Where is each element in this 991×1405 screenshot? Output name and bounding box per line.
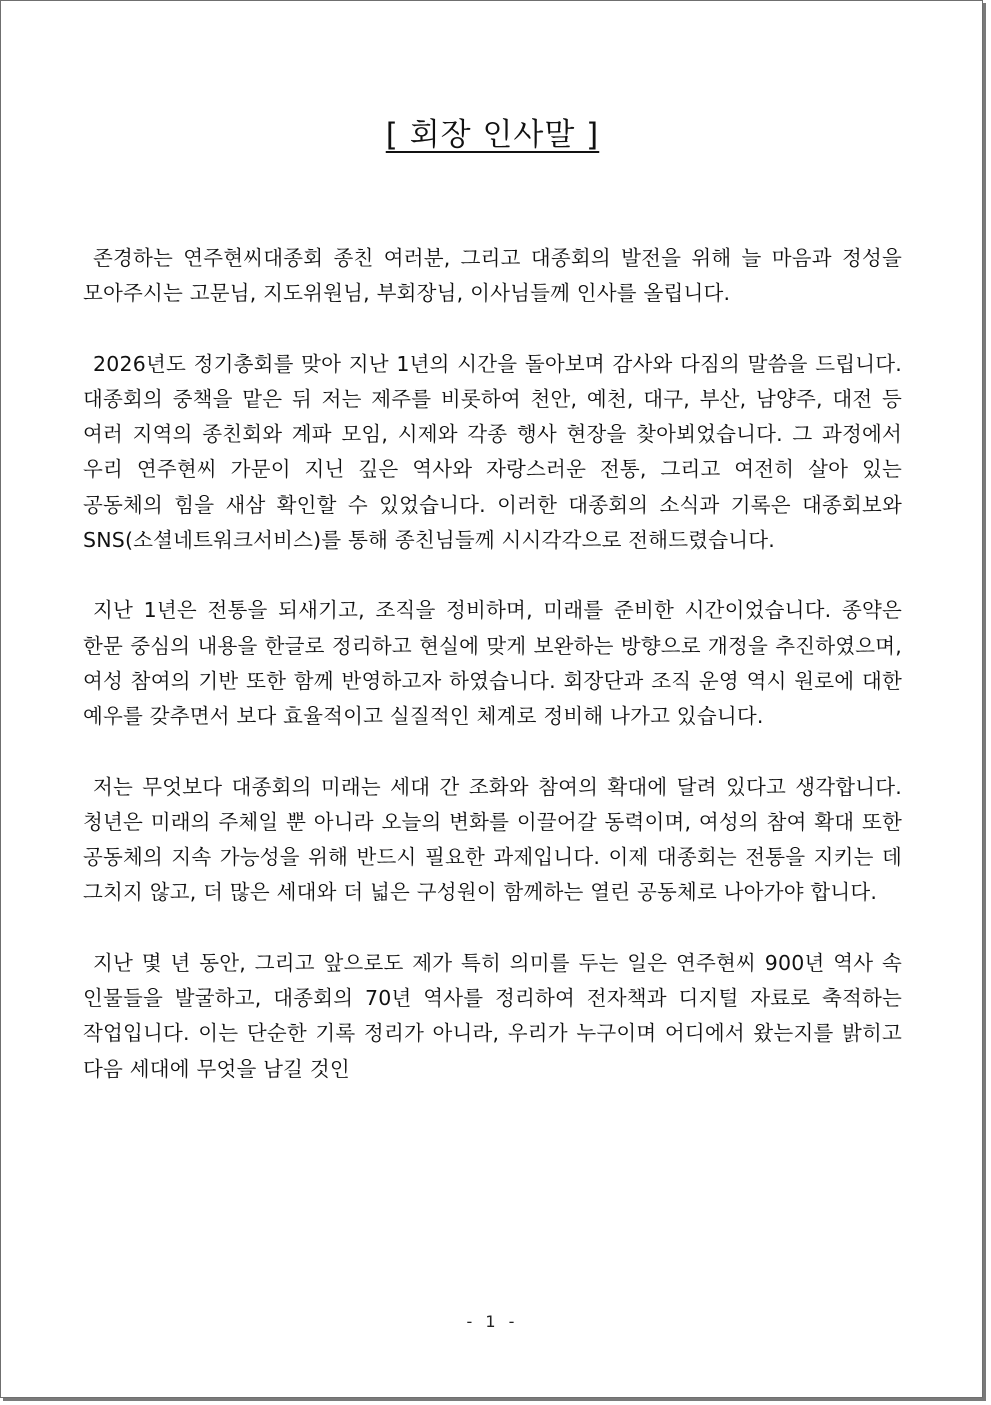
paragraph-future: 저는 무엇보다 대종회의 미래는 세대 간 조화와 참여의 확대에 달려 있다고 생각합니다. 청년은 미래의 주체일 뿐 아니라 오늘의 변화를 이끌어갈 동력이며, 여성의 참여 확대 또한 공동체의 지속 가능성을 위해 반드시 필요한 과제입니다. 이제 대종회는 전통을 지키는 데 그치지 않고, 더 많은 세대와 더 넓은 구성원이 함께하는 열린 공동체로 나아가야 합니다. [83, 774, 902, 905]
page-number: - 1 - [466, 1312, 519, 1331]
document-title-text: [ 회장 인사말 ] [385, 117, 600, 153]
paragraph-annual-review: 2026년도 정기총회를 맞아 지난 1년의 시간을 돌아보며 감사와 다짐의 말씀을 드립니다. 대종회의 중책을 맡은 뒤 저는 제주를 비롯하여 천안, 예천, 대구, 부산, 남양주, 대전 등 여러 지역의 종친회와 계파 모임, 시제와 각종 행사 현장을 찾아뵈었습니다. 그 과정에서 우리 연주현씨 가문이 지닌 깊은 역사와 자랑스러운 전통, 그리고 여전히 살아 있는 공동체의 힘을 새삼 확인할 수 있었습니다. 이러한 대종회의 소식과 기록은 대종회보와 SNS(소셜네트워크서비스)를 통해 종친님들께 시시각각으로 전해드렸습니다. [83, 351, 902, 553]
document-body [83, 241, 902, 1122]
paragraph-history-project: 지난 몇 년 동안, 그리고 앞으로도 제가 특히 의미를 두는 일은 연주현씨 900년 역사 속 인물들을 발굴하고, 대종회의 70년 역사를 정리하여 전자책과 디지털 자료로 축적하는 작업입니다. 이는 단순한 기록 정리가 아니라, 우리가 누구이며 어디에서 왔는지를 밝히고 다음 세대에 무엇을 남길 것인 [83, 950, 902, 1081]
document-title [1, 115, 984, 155]
paragraph-organization: 지난 1년은 전통을 되새기고, 조직을 정비하며, 미래를 준비한 시간이었습니다. 종약은 한문 중심의 내용을 한글로 정리하고 현실에 맞게 보완하는 방향으로 개정을 추진하였으며, 여성 참여의 기반 또한 함께 반영하고자 하였습니다. 회장단과 조직 운영 역시 원로에 대한 예우를 갖추면서 보다 효율적이고 실질적인 체계로 정비해 나가고 있습니다. [83, 598, 902, 729]
paragraph-greeting: 존경하는 연주현씨대종회 종친 여러분, 그리고 대종회의 발전을 위해 늘 마음과 정성을 모아주시는 고문님, 지도위원님, 부회장님, 이사님들께 인사를 올립니다. [83, 246, 902, 306]
